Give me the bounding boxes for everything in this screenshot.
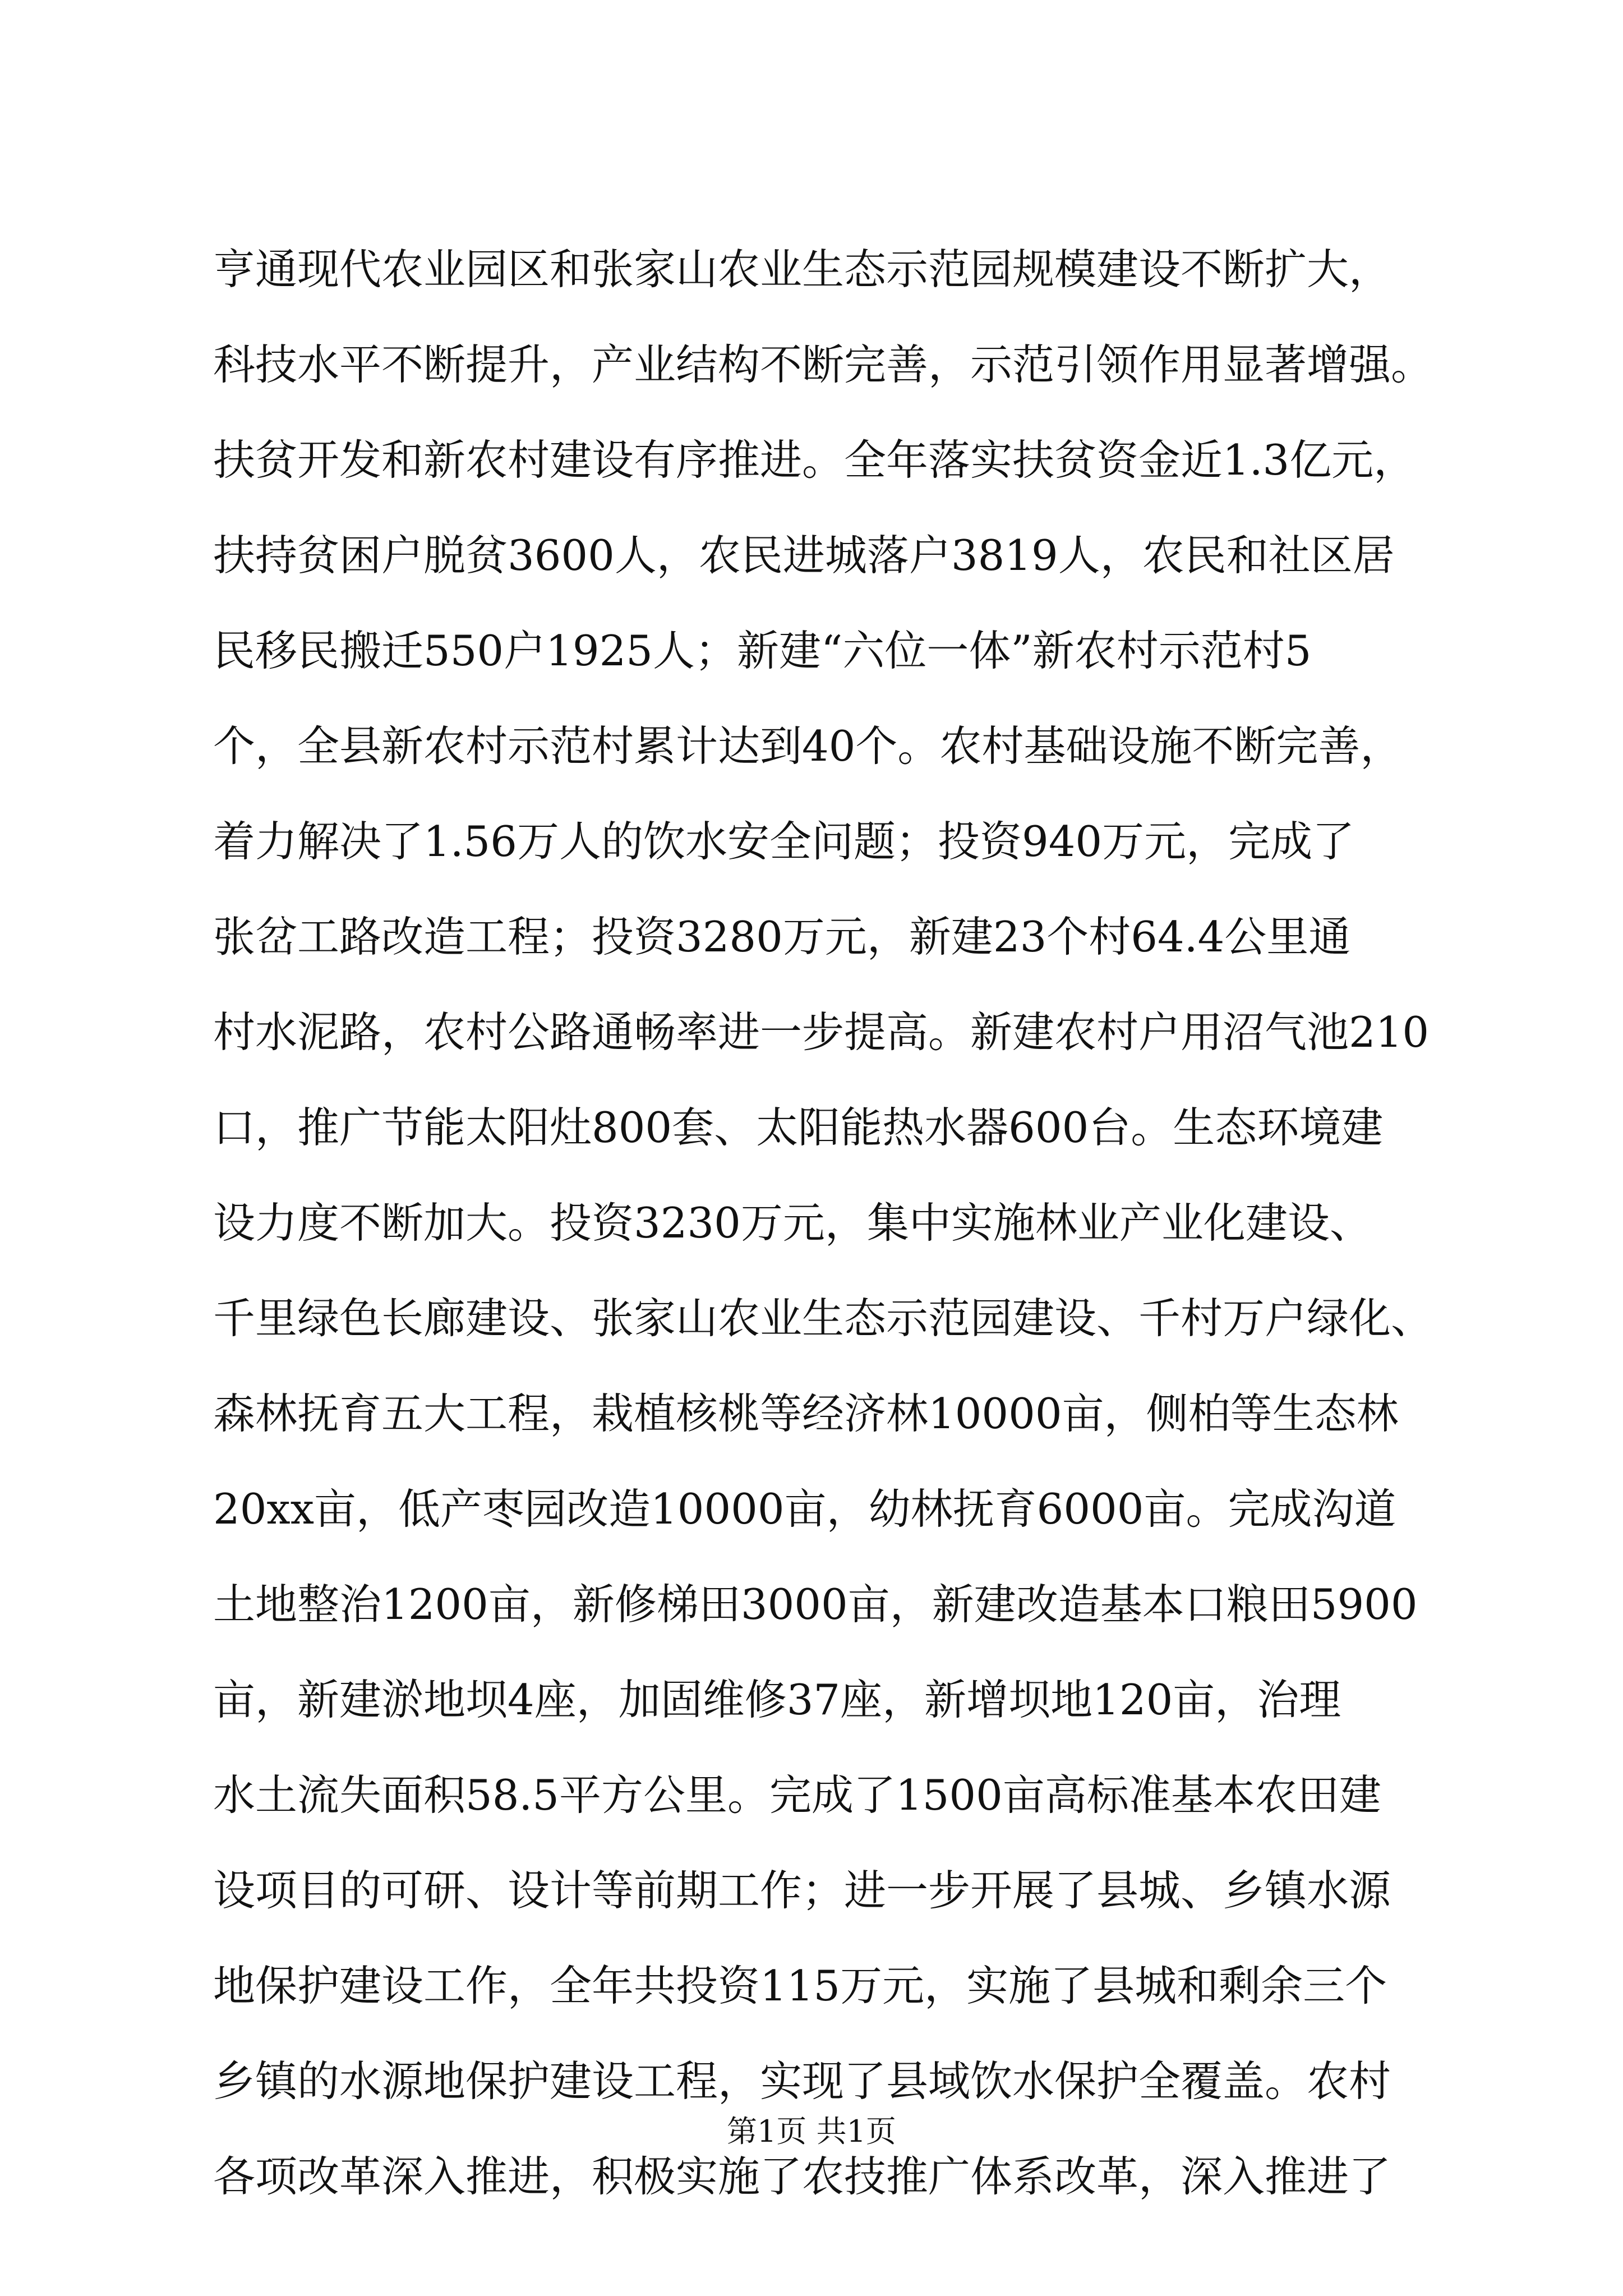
body-text bbox=[213, 222, 1469, 2224]
text-line: 扶贫开发和新农村建设有序推进。全年落实扶贫资金近1.3亿元， bbox=[213, 435, 1416, 485]
text-line: 着力解决了1.56万人的饮水安全问题；投资940万元，完成了 bbox=[213, 817, 1355, 866]
text-line: 设力度不断加大。投资3230万元，集中实施林业产业化建设、 bbox=[213, 1198, 1372, 1248]
text-line: 乡镇的水源地保护建设工程，实现了县域饮水保护全覆盖。农村 bbox=[213, 2056, 1391, 2106]
text-line: 地保护建设工作，全年共投资115万元，实施了县城和剩余三个 bbox=[213, 1961, 1387, 2010]
page-footer: 第1页 共1页 bbox=[727, 2114, 896, 2149]
text-line: 各项改革深入推进，积极实施了农技推广体系改革，深入推进了 bbox=[213, 2152, 1391, 2201]
text-line: 口，推广节能太阳灶800套、太阳能热水器600台。生态环境建 bbox=[213, 1103, 1384, 1152]
text-line: 森林抚育五大工程，栽植核桃等经济林10000亩，侧柏等生态林 bbox=[213, 1389, 1399, 1438]
text-line: 水土流失面积58.5平方公里。完成了1500亩高标准基本农田建 bbox=[213, 1770, 1381, 1820]
text-line: 个，全县新农村示范村累计达到40个。农村基础设施不断完善， bbox=[213, 721, 1403, 771]
text-line: 20xx亩，低产枣园改造10000亩，幼林抚育6000亩。完成沟道 bbox=[213, 1484, 1396, 1534]
text-line: 扶持贫困户脱贫3600人，农民进城落户3819人，农民和社区居 bbox=[213, 531, 1395, 580]
text-line: 设项目的可研、设计等前期工作；进一步开展了县城、乡镇水源 bbox=[213, 1866, 1391, 1915]
text-line: 土地整治1200亩，新修梯田3000亩，新建改造基本口粮田5900 bbox=[213, 1580, 1418, 1629]
text-line: 民移民搬迁550户1925人；新建“六位一体”新农村示范村5 bbox=[213, 626, 1312, 675]
text-line: 亩，新建淤地坝4座，加固维修37座，新增坝地120亩，治理 bbox=[213, 1675, 1341, 1724]
text-line: 村水泥路，农村公路通畅率进一步提高。新建农村户用沼气池210 bbox=[213, 1007, 1430, 1057]
text-line: 张岔工路改造工程；投资3280万元，新建23个村64.4公里通 bbox=[213, 912, 1351, 961]
text-line: 科技水平不断提升，产业结构不断完善，示范引领作用显著增强。 bbox=[213, 340, 1433, 389]
text-line: 千里绿色长廊建设、张家山农业生态示范园建设、千村万户绿化、 bbox=[213, 1294, 1433, 1343]
text-line: 亨通现代农业园区和张家山农业生态示范园规模建设不断扩大， bbox=[213, 245, 1391, 294]
